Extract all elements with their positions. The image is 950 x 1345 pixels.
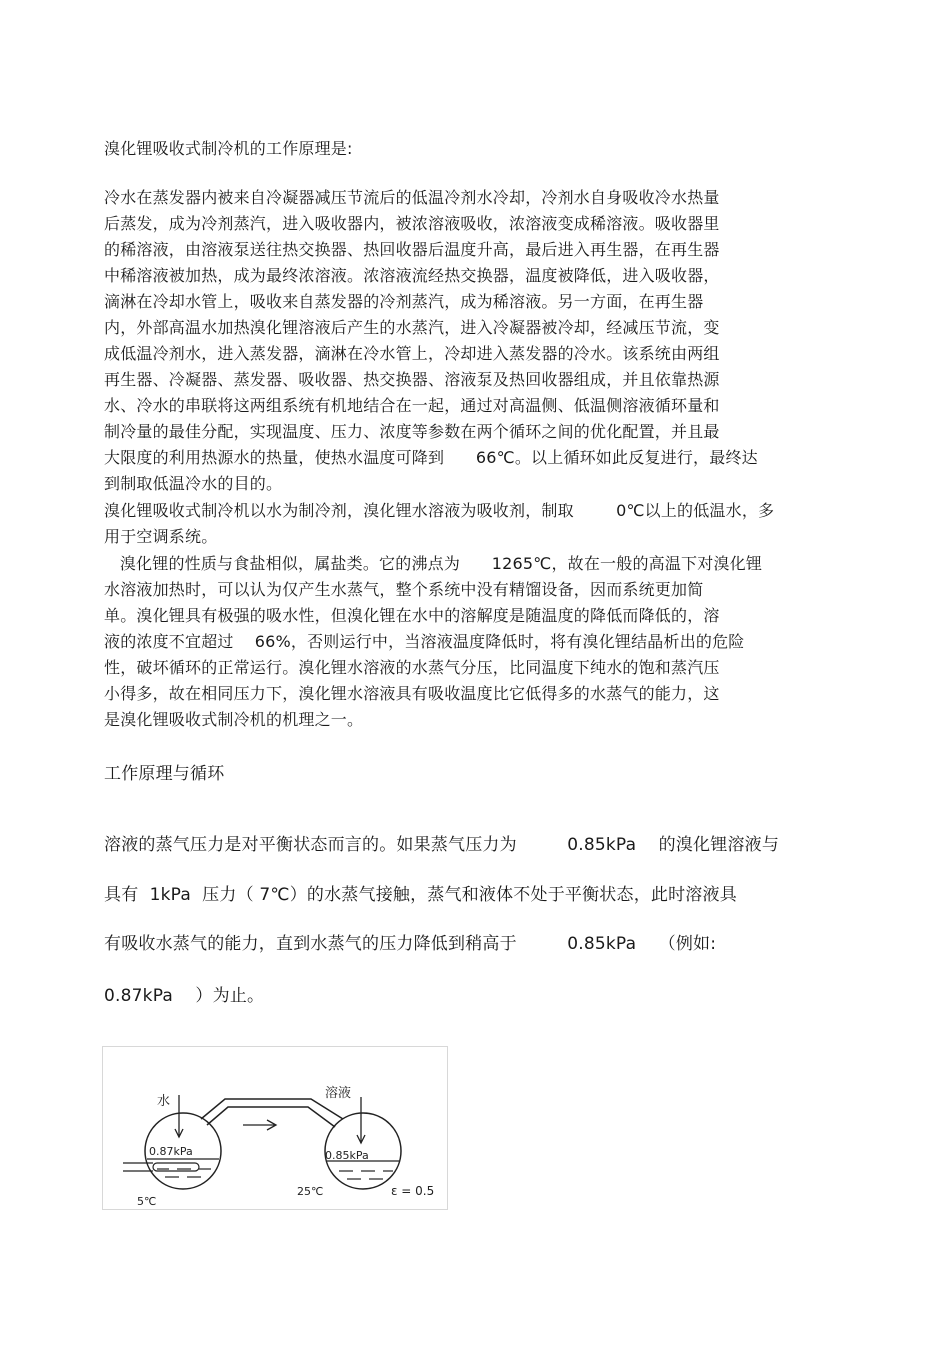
connecting-pipe-inner: [207, 1107, 335, 1127]
paragraph-line: 制冷量的最佳分配，实现温度、压力、浓度等参数在两个循环之间的优化配置，并且最: [104, 422, 720, 441]
paragraph-line: 水、冷水的串联将这两组系统有机地结合在一起，通过对高温侧、低温侧溶液循环量和: [104, 396, 720, 415]
evaporator-liquid: [147, 1159, 219, 1177]
figure-absorption-diagram: [102, 1046, 448, 1210]
paragraph-line: 的稀溶液，由溶液泵送往热交换器、热回收器后温度升高，最后进入再生器，在再生器: [104, 240, 720, 259]
paragraph-line: 滴淋在冷却水管上，吸收来自蒸发器的冷剂蒸汽，成为稀溶液。另一方面，在再生器: [104, 292, 704, 311]
paragraph-line: 溴化锂的性质与食盐相似，属盐类。它的沸点为 1265℃，故在一般的高温下对溴化锂: [104, 554, 763, 573]
connecting-pipe: [201, 1099, 343, 1119]
paragraph-line: 液的浓度不宜超过 66%，否则运行中，当溶液温度降低时，将有溴化锂结晶析出的危险: [104, 632, 745, 651]
paragraph-line: 小得多，故在相同压力下，溴化锂水溶液具有吸收温度比它低得多的水蒸气的能力，这: [104, 684, 720, 703]
paragraph-line: 冷水在蒸发器内被来自冷凝器减压节流后的低温冷剂水冷却，冷剂水自身吸收冷水热量: [104, 188, 720, 207]
paragraph-line: 性，破坏循环的正常运行。溴化锂水溶液的水蒸气分压，比同温度下纯水的饱和蒸汽压: [104, 658, 720, 677]
label-right-temp: 25℃: [297, 1185, 324, 1198]
evaporator-coil: [153, 1163, 199, 1171]
paragraph-line: 后蒸发，成为冷剂蒸汽，进入吸收器内，被浓溶液吸收，浓溶液变成稀溶液。吸收器里: [104, 214, 720, 233]
paragraph-line: 大限度的利用热源水的热量，使热水温度可降到 66℃。以上循环如此反复进行，最终达: [104, 448, 758, 467]
paragraph-line: 内，外部高温水加热溴化锂溶液后产生的水蒸汽，进入冷凝器被冷却，经减压节流，变: [104, 318, 720, 337]
paragraph-line: 单。溴化锂具有极强的吸水性，但溴化锂在水中的溶解度是随温度的降低而降低的，溶: [104, 606, 720, 625]
label-water: 水: [157, 1094, 171, 1109]
paragraph-line: 用于空调系统。: [104, 527, 218, 546]
paragraph-line: 到制取低温冷水的目的。: [104, 474, 283, 493]
label-left-pressure: 0.87kPa: [149, 1145, 193, 1158]
paragraph-line: 溶液的蒸气压力是对平衡状态而言的。如果蒸气压力为 0.85kPa 的溴化锂溶液与: [104, 835, 780, 855]
paragraph-line: 再生器、冷凝器、蒸发器、吸收器、热交换器、溶液泵及热回收器组成，并且依靠热源: [104, 370, 720, 389]
label-right-pressure: 0.85kPa: [325, 1149, 369, 1162]
absorption-diagram-svg: [103, 1047, 447, 1209]
paragraph-line: 0.87kPa ）为止。: [104, 986, 265, 1006]
paragraph-line: 水溶液加热时，可以认为仅产生水蒸气，整个系统中没有精馏设备，因而系统更加简: [104, 580, 704, 599]
paragraph-line: 是溴化锂吸收式制冷机的机理之一。: [104, 710, 364, 729]
paragraph-line: 中稀溶液被加热，成为最终浓溶液。浓溶液流经热交换器，温度被降低，进入吸收器，: [104, 266, 720, 285]
paragraph-line: 成低温冷剂水，进入蒸发器，滴淋在冷水管上，冷却进入蒸发器的冷水。该系统由两组: [104, 344, 720, 363]
paragraph-line: 溴化锂吸收式制冷机以水为制冷剂，溴化锂水溶液为吸收剂，制取 0℃以上的低温水，多: [104, 501, 775, 520]
paragraph-line: 有吸收水蒸气的能力，直到水蒸气的压力降低到稍高于 0.85kPa （例如:: [104, 934, 717, 954]
label-epsilon: ε = 0.5: [391, 1184, 435, 1198]
paragraph-line: 具有 1kPa 压力（ 7℃）的水蒸气接触，蒸气和液体不处于平衡状态，此时溶液具: [104, 885, 737, 905]
absorber-liquid: [327, 1161, 399, 1179]
section-heading: 工作原理与循环: [104, 764, 225, 784]
label-left-temp: 5℃: [137, 1195, 157, 1208]
label-solution: 溶液: [325, 1086, 352, 1101]
doc-title: 溴化锂吸收式制冷机的工作原理是:: [104, 139, 353, 158]
